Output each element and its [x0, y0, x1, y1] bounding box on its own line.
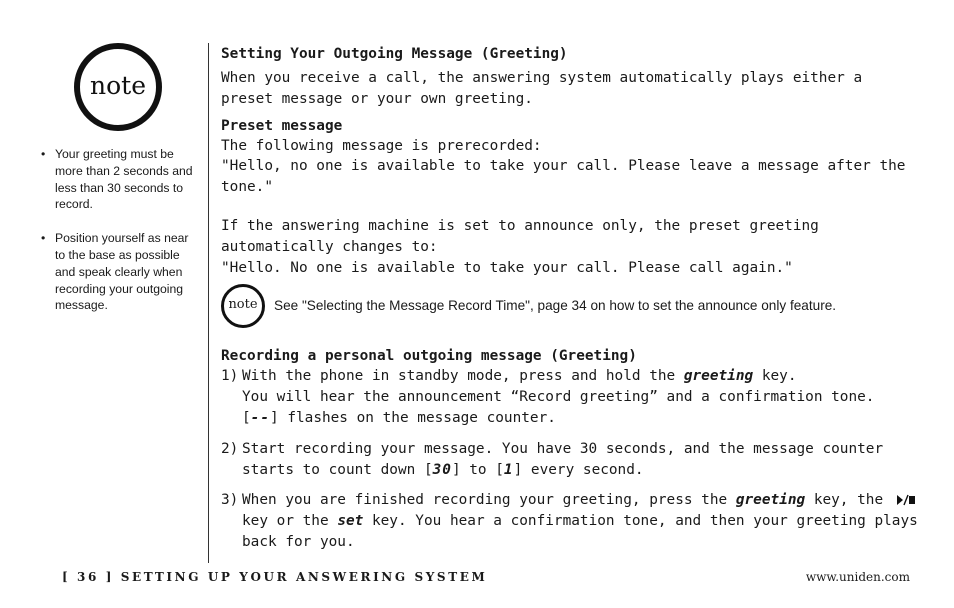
step-text: ] every second. — [513, 461, 644, 478]
step-number: 3) — [221, 492, 239, 509]
step-text: key. — [753, 368, 797, 385]
sidebar-note-item: • Position yourself as near to the base as possible and speak clearly when recording your outgoing message. — [40, 230, 198, 314]
greeting-key-label: greeting — [683, 368, 754, 385]
note-icon-label: note — [228, 296, 258, 312]
step-item — [221, 439, 921, 481]
step-text: key. You hear a confirmation tone, and then your greeting plays back for you. — [242, 513, 918, 550]
set-key-label: set — [337, 513, 364, 530]
step-number: 2) — [221, 440, 239, 457]
section-title: Setting Your Outgoing Message (Greeting) — [221, 46, 568, 62]
step-item — [221, 490, 921, 552]
step-text: [ — [242, 409, 251, 426]
step-text: ] flashes on the message counter. — [270, 409, 556, 426]
step-number: 1) — [221, 368, 239, 385]
announce-paragraph: If the answering machine is set to announce only, the preset greeting automatically changes to: — [221, 217, 819, 255]
preset-heading: Preset message — [221, 117, 343, 134]
inline-note — [221, 284, 921, 328]
announce-message: "Hello. No one is available to take your call. Please call again." — [221, 259, 793, 276]
sidebar-notes — [40, 146, 198, 331]
greeting-key-label: greeting — [735, 492, 806, 509]
step-text: You will hear the announcement “Record greeting” and a confirmation tone. — [242, 389, 875, 406]
preset-message: "Hello, no one is available to take your call. Please leave a message after the tone." — [221, 158, 906, 196]
recording-heading: Recording a personal outgoing message (Greeting) — [221, 348, 637, 365]
recording-steps — [221, 366, 921, 552]
step-text: With the phone in standby mode, press and hold the — [242, 368, 684, 385]
note-icon — [221, 284, 265, 328]
preset-line: The following message is prerecorded: — [221, 137, 542, 154]
inline-note-text: See "Selecting the Message Record Time", page 34 on how to set the announce only feature. — [274, 297, 837, 313]
note-badge-label: note — [90, 71, 146, 100]
footer-website: www.uniden.com — [805, 570, 910, 584]
lcd-digits: 1 — [503, 461, 514, 478]
step-item — [221, 366, 921, 428]
lcd-dashes: -- — [250, 409, 270, 426]
intro-paragraph: When you receive a call, the answering system automatically plays either a preset message or your own greeting. — [221, 70, 863, 107]
step-text: ] to [ — [451, 461, 504, 478]
step-text: key, the — [805, 492, 892, 509]
play-stop-icon — [896, 494, 916, 506]
main-content — [221, 44, 921, 553]
step-text: When you are finished recording your greeting, press the — [242, 492, 736, 509]
step-text: key or the — [242, 513, 338, 530]
page-footer-section: [ 36 ] SETTING UP YOUR ANSWERING SYSTEM — [62, 570, 488, 584]
lcd-digits: 30 — [432, 461, 452, 478]
column-divider — [208, 43, 209, 563]
sidebar-note-item: • Your greeting must be more than 2 seconds and less than 30 seconds to record. — [40, 146, 198, 213]
note-badge-icon — [74, 43, 162, 131]
step-text: Start recording your message. You have 30 seconds, and the message counter starts to count down [ — [242, 440, 884, 478]
